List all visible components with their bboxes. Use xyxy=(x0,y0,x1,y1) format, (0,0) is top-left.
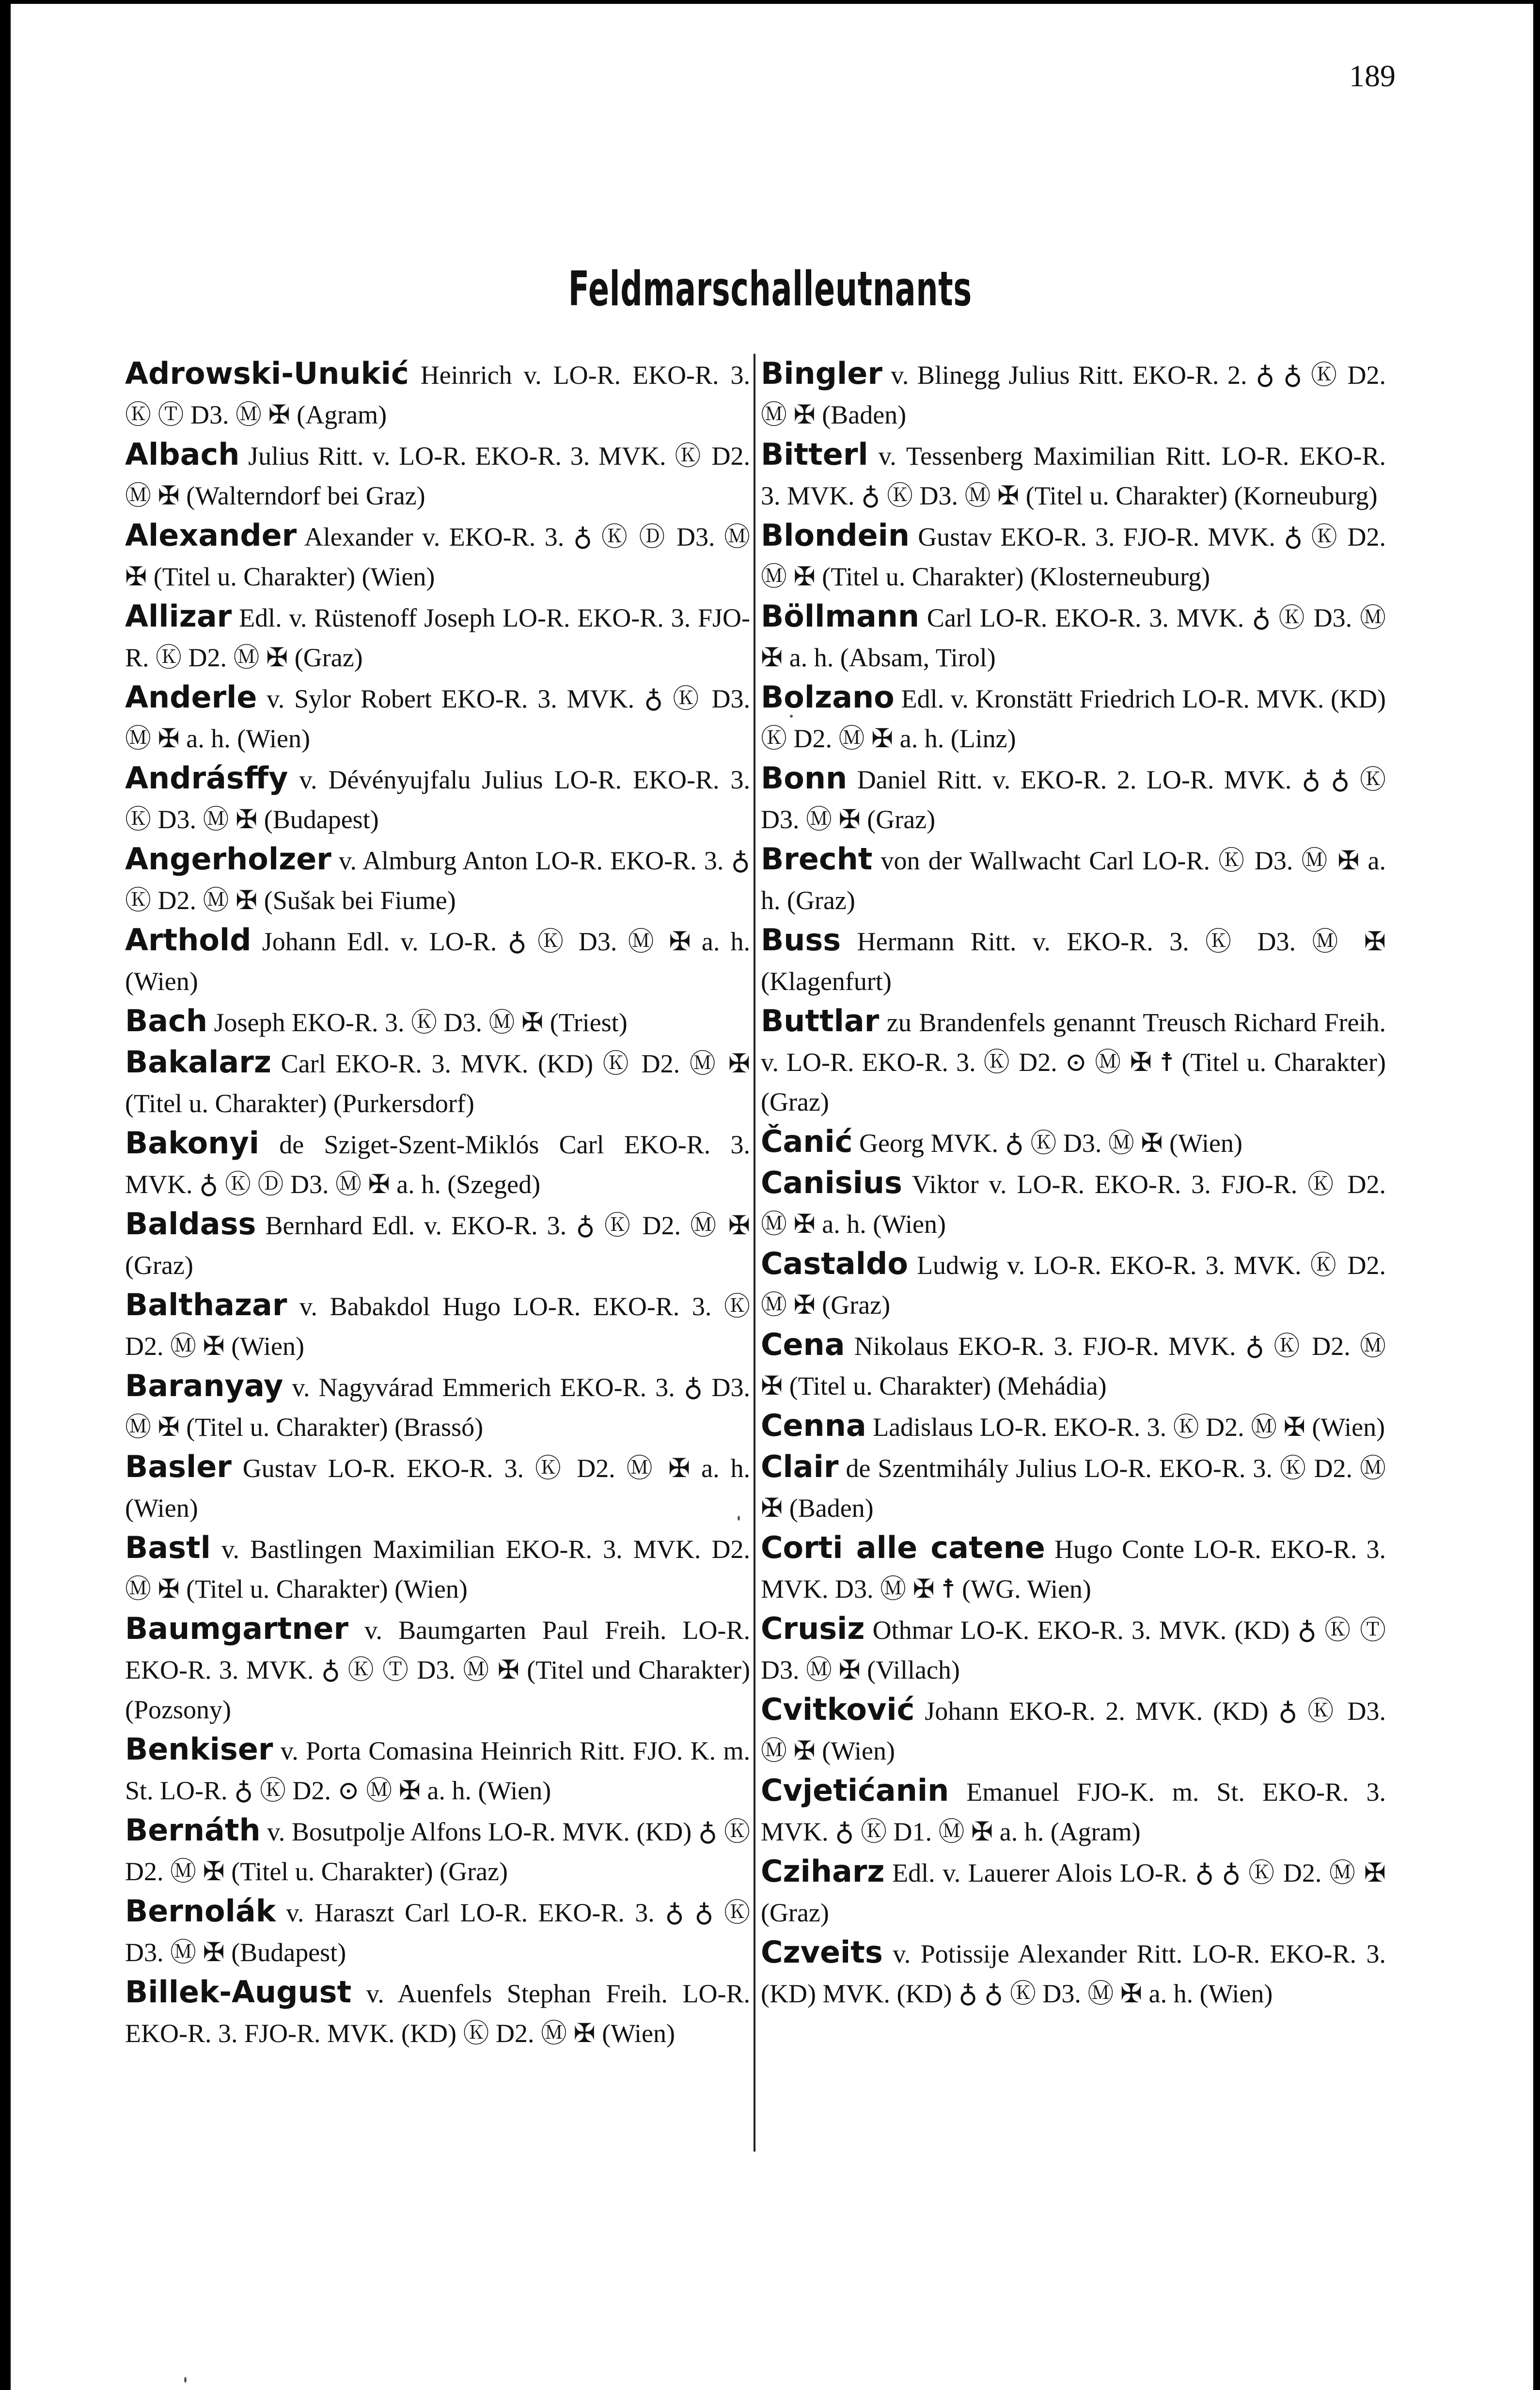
register-entry xyxy=(761,1852,1386,1933)
register-entry xyxy=(125,354,750,435)
entry-details: Nikolaus EKO-R. 3. FJO-R. MVK. ♁ Ⓚ D2. Ⓜ ✠ (Titel u. Charakter) (Mehádia) xyxy=(761,1332,1386,1400)
entry-details: von der Wallwacht Carl LO-R. Ⓚ D3. Ⓜ ✠ a. h. (Graz) xyxy=(761,846,1386,915)
entry-details: v. Nagyvárad Emmerich EKO-R. 3. ♁ D3. Ⓜ ✠ (Titel u. Charakter) (Brassó) xyxy=(125,1373,750,1442)
entry-name: Alexander xyxy=(125,518,297,553)
register-entry xyxy=(125,597,750,677)
entry-details: Carl EKO-R. 3. MVK. (KD) Ⓚ D2. Ⓜ ✠ (Titel u. Charakter) (Purkersdorf) xyxy=(125,1049,750,1118)
entry-name: Canisius xyxy=(761,1165,902,1200)
entry-name: Albach xyxy=(125,437,240,472)
register-entry xyxy=(761,1690,1386,1771)
entry-name: Bolzano xyxy=(761,679,895,715)
register-entry xyxy=(761,1609,1386,1690)
entry-details: Joseph EKO-R. 3. Ⓚ D3. Ⓜ ✠ (Triest) xyxy=(207,1008,628,1037)
entry-name: Adrowski-Unukić xyxy=(125,356,409,391)
entry-details: Julius Ritt. v. LO-R. EKO-R. 3. MVK. Ⓚ D2. Ⓜ ✠ (Walterndorf bei Graz) xyxy=(125,441,750,510)
right-column xyxy=(761,354,1386,2013)
entry-name: Cena xyxy=(761,1327,845,1362)
register-entry xyxy=(761,1447,1386,1528)
entry-details: v. Almburg Anton LO-R. EKO-R. 3. ♁ Ⓚ D2. Ⓜ ✠ (Sušak bei Fiume) xyxy=(125,846,750,915)
entry-details: Hermann Ritt. v. EKO-R. 3. Ⓚ D3. Ⓜ ✠ (Klagenfurt) xyxy=(761,927,1386,996)
entry-details: Bernhard Edl. v. EKO-R. 3. ♁ Ⓚ D2. Ⓜ ✠ (Graz) xyxy=(125,1211,750,1280)
entry-name: Cziharz xyxy=(761,1854,885,1889)
entry-name: Baumgartner xyxy=(125,1611,349,1646)
register-entry xyxy=(761,758,1386,839)
entry-name: Benkiser xyxy=(125,1731,273,1767)
entry-name: Clair xyxy=(761,1449,839,1484)
register-entry xyxy=(125,1528,750,1609)
entry-name: Castaldo xyxy=(761,1246,908,1281)
register-entry xyxy=(125,1204,750,1285)
scan-border-right xyxy=(1533,0,1540,2390)
entry-details: v. Dévényujfalu Julius LO-R. EKO-R. 3. Ⓚ D3. Ⓜ ✠ (Budapest) xyxy=(125,765,750,834)
register-entry xyxy=(125,1891,750,1972)
entry-details: v. Auenfels Stephan Freih. LO-R. EKO-R. 3. FJO-R. MVK. (KD) Ⓚ D2. Ⓜ ✠ (Wien) xyxy=(125,1979,750,2048)
entry-name: Bastl xyxy=(125,1530,211,1565)
register-entry xyxy=(125,758,750,839)
entry-name: Crusiz xyxy=(761,1611,865,1646)
entry-details: v. Bosutpolje Alfons LO-R. MVK. (KD) ♁ Ⓚ D2. Ⓜ ✠ (Titel u. Charakter) (Graz) xyxy=(125,1817,750,1886)
register-entry xyxy=(761,597,1386,677)
entry-details: v. Sylor Robert EKO-R. 3. MVK. ♁ Ⓚ D3. Ⓜ ✠ a. h. (Wien) xyxy=(125,684,750,753)
entry-name: Buttlar xyxy=(761,1003,880,1038)
entry-name: Allizar xyxy=(125,598,232,634)
entry-details: Johann Edl. v. LO-R. ♁ Ⓚ D3. Ⓜ ✠ a. h. (Wien) xyxy=(125,927,750,996)
entry-details: Carl LO-R. EKO-R. 3. MVK. ♁ Ⓚ D3. Ⓜ ✠ a. h. (Absam, Tirol) xyxy=(761,603,1386,672)
register-entry xyxy=(761,1771,1386,1852)
entry-details: v. Tessenberg Maximilian Ritt. LO-R. EKO-R. 3. MVK. ♁ Ⓚ D3. Ⓜ ✠ (Titel u. Charakter) (Korneuburg) xyxy=(761,441,1386,510)
register-entry xyxy=(761,1406,1386,1447)
register-entry xyxy=(125,1447,750,1528)
entry-name: Bach xyxy=(125,1003,207,1038)
entry-details: de Szentmihály Julius LO-R. EKO-R. 3. Ⓚ D2. Ⓜ ✠ (Baden) xyxy=(761,1454,1386,1523)
register-entry xyxy=(761,1325,1386,1406)
register-entry xyxy=(761,354,1386,435)
entry-name: Angerholzer xyxy=(125,841,331,877)
register-entry xyxy=(125,1730,750,1810)
page-title: Feldmarschalleutnants xyxy=(568,262,972,317)
scan-border-top xyxy=(0,0,1540,4)
entry-name: Bakonyi xyxy=(125,1125,260,1161)
entry-details: v. Bastlingen Maximilian EKO-R. 3. MVK. D2. Ⓜ ✠ (Titel u. Charakter) (Wien) xyxy=(125,1535,750,1604)
register-entry xyxy=(125,1285,750,1366)
entry-name: Baldass xyxy=(125,1206,256,1242)
entry-details: v. Babakdol Hugo LO-R. EKO-R. 3. Ⓚ D2. Ⓜ ✠ (Wien) xyxy=(125,1292,750,1361)
entry-name: Blondein xyxy=(761,518,910,553)
entry-name: Andrásffy xyxy=(125,760,288,796)
entry-details: Emanuel FJO-K. m. St. EKO-R. 3. MVK. ♁ Ⓚ D1. Ⓜ ✠ a. h. (Agram) xyxy=(761,1777,1386,1846)
register-entry xyxy=(761,1001,1386,1122)
entry-details: Daniel Ritt. v. EKO-R. 2. LO-R. MVK. ♁ ♁ Ⓚ D3. Ⓜ ✠ (Graz) xyxy=(761,765,1386,834)
entry-name: Bonn xyxy=(761,760,848,796)
entry-details: Othmar LO-K. EKO-R. 3. MVK. (KD) ♁ Ⓚ Ⓣ D3. Ⓜ ✠ (Villach) xyxy=(761,1616,1386,1684)
register-entry xyxy=(761,920,1386,1001)
entry-name: Bernolák xyxy=(125,1893,276,1929)
register-entry xyxy=(125,1609,750,1730)
entry-name: Anderle xyxy=(125,679,257,715)
entry-name: Basler xyxy=(125,1449,232,1484)
register-entry xyxy=(761,677,1386,758)
entry-details: Ludwig v. LO-R. EKO-R. 3. MVK. Ⓚ D2. Ⓜ ✠ (Graz) xyxy=(761,1251,1386,1320)
entry-name: Cvjetićanin xyxy=(761,1773,949,1808)
entry-details: Edl. v. Kronstätt Friedrich LO-R. MVK. (KD) Ⓚ D2. Ⓜ ✠ a. h. (Linz) xyxy=(761,684,1386,753)
entry-name: Cvitković xyxy=(761,1692,915,1727)
entry-details: Hugo Conte LO-R. EKO-R. 3. MVK. D3. Ⓜ ✠ ☨ (WG. Wien) xyxy=(761,1535,1386,1604)
register-entry xyxy=(125,1366,750,1447)
entry-name: Cenna xyxy=(761,1408,866,1443)
entry-name: Böllmann xyxy=(761,598,920,634)
entry-details: Johann EKO-R. 2. MVK. (KD) ♁ Ⓚ D3. Ⓜ ✠ (Wien) xyxy=(761,1697,1386,1765)
register-entry xyxy=(761,1933,1386,2013)
entry-details: v. Porta Comasina Heinrich Ritt. FJO. K. m. St. LO-R. ♁ Ⓚ D2. ⊙ Ⓜ ✠ a. h. (Wien) xyxy=(125,1736,750,1805)
entry-details: Gustav EKO-R. 3. FJO-R. MVK. ♁ Ⓚ D2. Ⓜ ✠ (Titel u. Charakter) (Klosterneuburg) xyxy=(761,522,1386,591)
scan-border-left xyxy=(0,0,11,2390)
register-entry xyxy=(125,1042,750,1123)
entry-details: Alexander v. EKO-R. 3. ♁ Ⓚ Ⓓ D3. Ⓜ ✠ (Titel u. Charakter) (Wien) xyxy=(125,522,750,591)
entry-details: de Sziget-Szent-Miklós Carl EKO-R. 3. MVK. ♁ Ⓚ Ⓓ D3. Ⓜ ✠ a. h. (Szeged) xyxy=(125,1130,750,1199)
scan-speck xyxy=(790,715,793,718)
entry-details: Gustav LO-R. EKO-R. 3. Ⓚ D2. Ⓜ ✠ a. h. (Wien) xyxy=(125,1454,750,1523)
entry-details: v. Baumgarten Paul Freih. LO-R. EKO-R. 3. MVK. ♁ Ⓚ Ⓣ D3. Ⓜ ✠ (Titel und Charakter) (Pozsony) xyxy=(125,1616,750,1724)
entry-name: Bingler xyxy=(761,356,882,391)
register-entry xyxy=(125,1972,750,2053)
entry-details: Edl. v. Rüstenoff Joseph LO-R. EKO-R. 3. FJO-R. Ⓚ D2. Ⓜ ✠ (Graz) xyxy=(125,603,750,672)
register-entry xyxy=(761,1122,1386,1163)
register-entry xyxy=(761,1244,1386,1325)
entry-details: Edl. v. Lauerer Alois LO-R. ♁ ♁ Ⓚ D2. Ⓜ ✠ (Graz) xyxy=(761,1858,1386,1927)
entry-name: Arthold xyxy=(125,922,251,958)
register-entry xyxy=(761,516,1386,597)
entry-details: Georg MVK. ♁ Ⓚ D3. Ⓜ ✠ (Wien) xyxy=(852,1129,1242,1158)
entry-name: Čanić xyxy=(761,1124,853,1159)
register-entry xyxy=(761,1163,1386,1244)
register-entry xyxy=(125,435,750,516)
entry-name: Corti alle catene xyxy=(761,1530,1045,1565)
left-column xyxy=(125,354,750,2053)
register-entry xyxy=(761,839,1386,920)
entry-name: Baranyay xyxy=(125,1368,283,1403)
register-entry xyxy=(125,1001,750,1042)
column-divider xyxy=(754,354,755,2152)
register-entry xyxy=(125,1810,750,1891)
entry-name: Brecht xyxy=(761,841,873,877)
entry-details: v. Potissije Alexander Ritt. LO-R. EKO-R. 3. (KD) MVK. (KD) ♁ ♁ Ⓚ D3. Ⓜ ✠ a. h. (Wien) xyxy=(761,1939,1386,2008)
register-entry xyxy=(761,1528,1386,1609)
page-number: 189 xyxy=(1349,59,1396,93)
entry-details: v. Haraszt Carl LO-R. EKO-R. 3. ♁ ♁ Ⓚ D3. Ⓜ ✠ (Budapest) xyxy=(125,1898,750,1967)
scan-speck xyxy=(184,2377,187,2383)
register-entry xyxy=(125,920,750,1001)
entry-name: Balthazar xyxy=(125,1287,287,1322)
entry-details: v. Blinegg Julius Ritt. EKO-R. 2. ♁ ♁ Ⓚ D2. Ⓜ ✠ (Baden) xyxy=(761,361,1386,429)
entry-name: Bernáth xyxy=(125,1812,261,1848)
entry-details: zu Brandenfels genannt Treusch Richard Freih. v. LO-R. EKO-R. 3. Ⓚ D2. ⊙ Ⓜ ✠ ☨ (Titel u. Charakter) (Graz) xyxy=(761,1008,1386,1116)
entry-details: Viktor v. LO-R. EKO-R. 3. FJO-R. Ⓚ D2. Ⓜ ✠ a. h. (Wien) xyxy=(761,1170,1386,1239)
entry-name: Buss xyxy=(761,922,841,958)
register-entry xyxy=(125,516,750,597)
register-entry xyxy=(761,435,1386,516)
entry-details: Ladislaus LO-R. EKO-R. 3. Ⓚ D2. Ⓜ ✠ (Wien) xyxy=(866,1413,1385,1442)
entry-name: Bitterl xyxy=(761,437,868,472)
entry-name: Billek-August xyxy=(125,1974,352,2010)
entry-name: Czveits xyxy=(761,1934,883,1970)
scan-speck xyxy=(738,1516,740,1521)
entry-name: Bakalarz xyxy=(125,1044,271,1080)
register-entry xyxy=(125,677,750,758)
register-entry xyxy=(125,1123,750,1204)
entry-details: Heinrich v. LO-R. EKO-R. 3. Ⓚ Ⓣ D3. Ⓜ ✠ (Agram) xyxy=(125,361,750,429)
register-entry xyxy=(125,839,750,920)
